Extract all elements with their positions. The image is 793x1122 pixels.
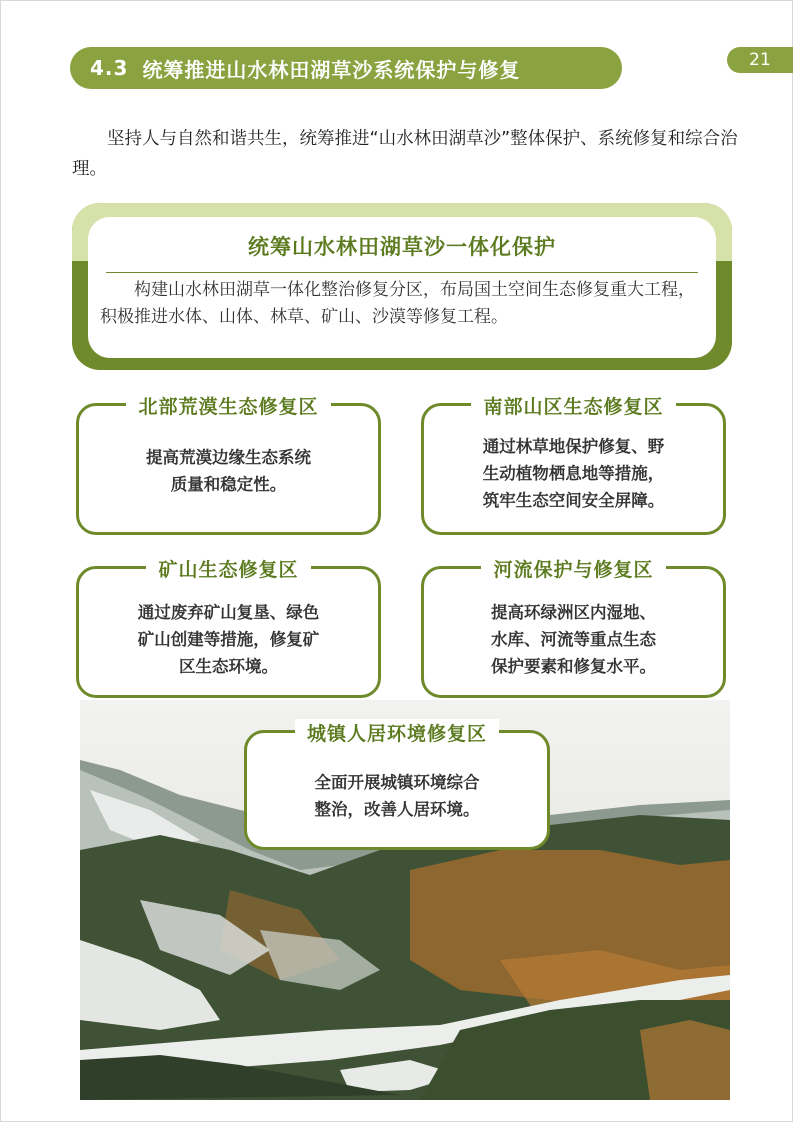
zone-text (79, 444, 378, 498)
zone-line: 矿山创建等措施，修复矿 (137, 630, 320, 649)
integrated-protection-box (72, 203, 732, 370)
zone-title: 河流保护与修复区 (481, 555, 665, 582)
zone-line: 筑牢生态空间安全屏障。 (482, 491, 665, 510)
zone-card-mining (76, 559, 381, 698)
zone-line: 通过林草地保护修复、野 (482, 437, 665, 456)
zone-text (247, 769, 547, 823)
zone-line: 生动植物栖息地等措施， (482, 464, 665, 483)
box-divider (106, 272, 698, 273)
zone-text (79, 599, 378, 680)
zone-line: 保护要素和修复水平。 (491, 657, 656, 676)
box-inner (88, 217, 716, 358)
zone-line: 质量和稳定性。 (170, 475, 287, 494)
zone-card-south-mountain (421, 396, 726, 535)
zone-card-river (421, 559, 726, 698)
box-title: 统筹山水林田湖草沙一体化保护 (248, 235, 556, 259)
section-header (70, 47, 622, 89)
zone-title: 城镇人居环境修复区 (295, 719, 499, 746)
section-number: 4.3 (90, 56, 129, 80)
zone-card-urban (244, 723, 550, 850)
zone-title: 南部山区生态修复区 (471, 392, 675, 419)
zone-title: 北部荒漠生态修复区 (126, 392, 330, 419)
zone-line: 全面开展城镇环境综合 (314, 773, 480, 792)
section-title: 统筹推进山水林田湖草沙系统保护与修复 (142, 57, 521, 82)
zone-card-north-desert (76, 396, 381, 535)
intro-paragraph: 坚持人与自然和谐共生，统筹推进“山水林田湖草沙”整体保护、系统修复和综合治理。 (72, 129, 738, 179)
zone-line: 水库、河流等重点生态 (491, 630, 656, 649)
zone-line: 提高荒漠边缘生态系统 (146, 448, 311, 467)
zone-title: 矿山生态修复区 (146, 555, 310, 582)
zone-line: 提高环绿洲区内湿地、 (491, 603, 656, 622)
zone-line: 通过废弃矿山复垦、绿色 (137, 603, 320, 622)
box-text: 构建山水林田湖草一体化整治修复分区，布局国土空间生态修复重大工程，积极推进水体、山体、林草、矿山、沙漠等修复工程。 (100, 280, 695, 327)
zone-text (424, 433, 723, 514)
zone-line: 区生态环境。 (179, 657, 278, 676)
zone-text (424, 599, 723, 680)
page-number: 21 (727, 47, 793, 73)
zone-line: 整治，改善人居环境。 (314, 800, 480, 819)
